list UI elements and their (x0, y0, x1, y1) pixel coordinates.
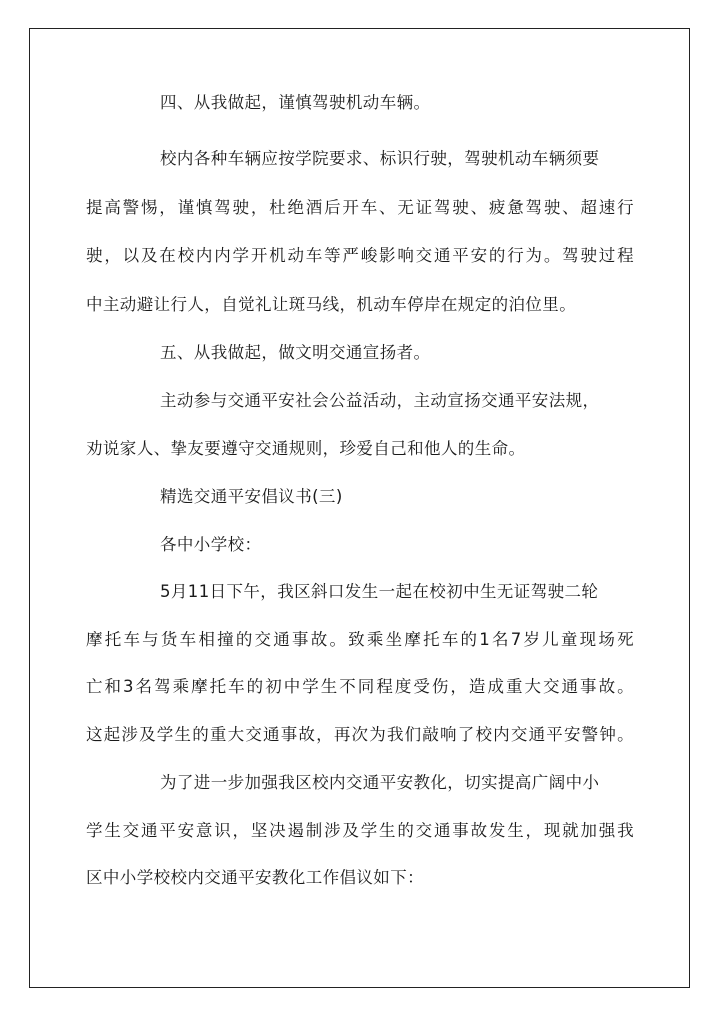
paragraph-line: 亡和3名驾乘摩托车的初中学生不同程度受伤，造成重大交通事故。 (86, 677, 634, 696)
paragraph-line: 中主动避让行人，自觉礼让斑马线，机动车停岸在规定的泊位里。 (86, 295, 577, 314)
paragraph-line: 区中小学校校内交通平安教化工作倡议如下： (86, 868, 424, 887)
paragraph-line: 为了进一步加强我区校内交通平安教化，切实提高广阔中小 (160, 773, 600, 792)
paragraph-line: 这起涉及学生的重大交通事故，再次为我们敲响了校内交通平安警钟。 (86, 725, 634, 744)
paragraph-line: 校内各种车辆应按学院要求、标识行驶，驾驶机动车辆须要 (160, 149, 600, 168)
paragraph-line: 摩托车与货车相撞的交通事故。致乘坐摩托车的1名7岁儿童现场死 (86, 630, 634, 649)
paragraph-line: 劝说家人、挚友要遵守交通规则，珍爱自己和他人的生命。 (86, 439, 526, 458)
paragraph-line: 学生交通平安意识，坚决遏制涉及学生的交通事故发生，现就加强我 (86, 821, 634, 840)
paragraph-line: 驶，以及在校内内学开机动车等严峻影响交通平安的行为。驾驶过程 (86, 246, 634, 265)
salutation: 各中小学校： (160, 535, 262, 554)
paragraph-line: 主动参与交通平安社会公益活动，主动宣扬交通平安法规， (160, 391, 600, 410)
paragraph-line: 提高警惕，谨慎驾驶，杜绝酒后开车、无证驾驶、疲惫驾驶、超速行 (86, 198, 634, 217)
paragraph-line: 5月11日下午，我区斜口发生一起在校初中生无证驾驶二轮 (160, 582, 599, 601)
section-heading-4: 四、从我做起，谨慎驾驶机动车辆。 (160, 93, 431, 112)
section-heading-5: 五、从我做起，做文明交通宣扬者。 (160, 343, 431, 362)
document-subtitle: 精选交通平安倡议书(三) (160, 487, 343, 506)
